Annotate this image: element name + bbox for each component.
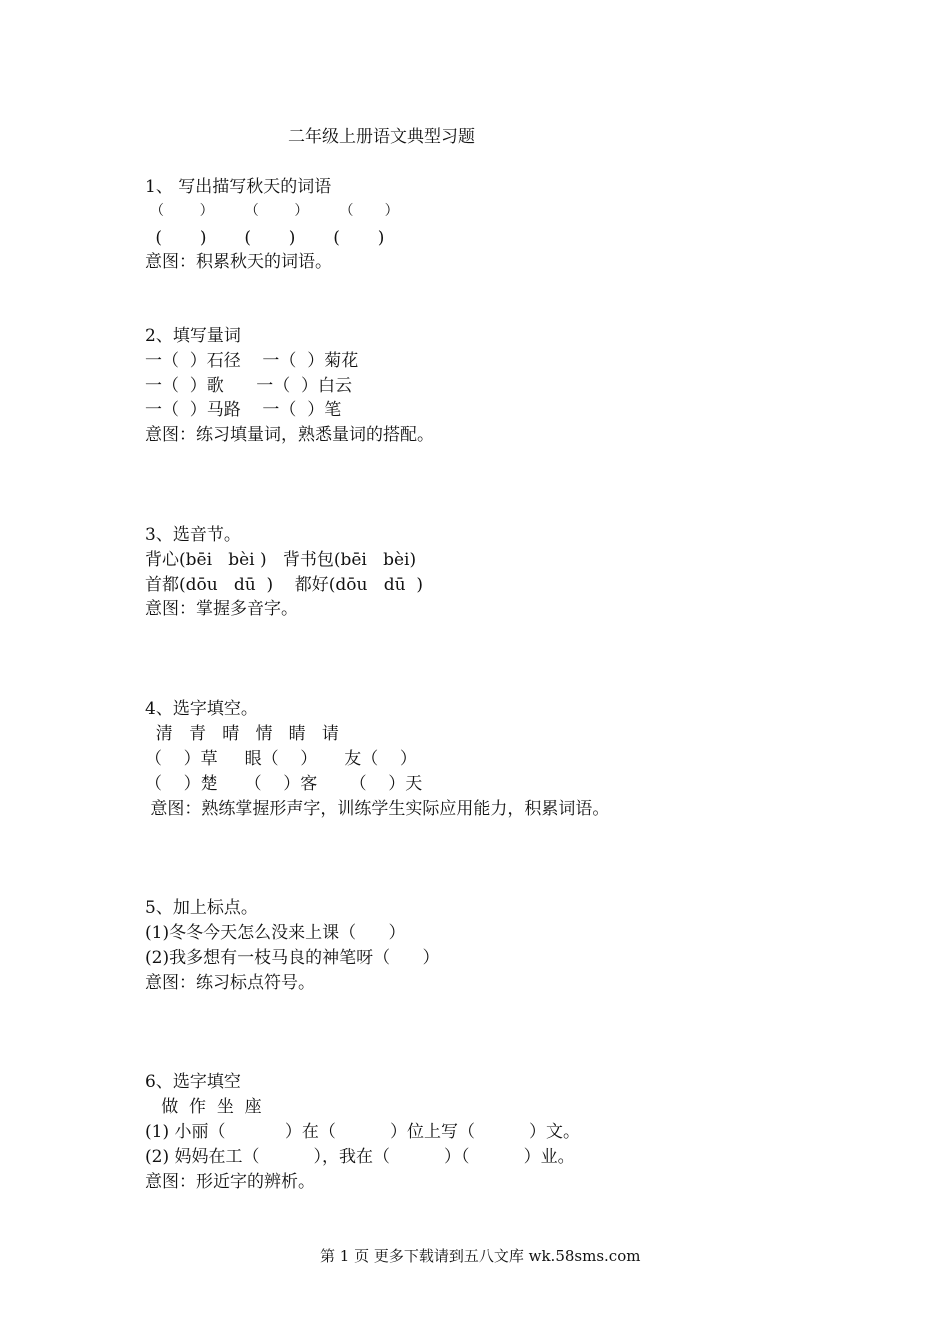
q6-character-choices: 做 作 坐 座	[145, 1097, 262, 1117]
q4-character-choices: 清 青 晴 情 睛 请	[145, 724, 339, 744]
q3-line-1: 背心(bēi bèi ) 背书包(bēi bèi)	[145, 550, 417, 570]
q5-intent: 意图：练习标点符号。	[145, 973, 315, 993]
q4-heading: 4、选字填空。	[145, 699, 258, 719]
q3-heading: 3、选音节。	[145, 525, 241, 545]
q6-line-2: (2) 妈妈在工（ ），我在（ ）（ ）业。	[145, 1147, 575, 1167]
q4-line-1: （ ）草 眼（ ） 友（ ）	[145, 749, 417, 769]
q2-heading: 2、填写量词	[145, 326, 241, 346]
page-title: 二年级上册语文典型习题	[288, 127, 475, 147]
q1-heading: 1、 写出描写秋天的词语	[145, 177, 332, 197]
q1-blanks-row-1: （ ） （ ） （ ）	[150, 203, 399, 219]
q3-intent: 意图：掌握多音字。	[145, 599, 298, 619]
q1-blanks-row-2: ( ) ( ) ( )	[150, 228, 385, 248]
q4-intent: 意图：熟练掌握形声字，训练学生实际应用能力，积累词语。	[145, 799, 610, 819]
page-footer: 第 1 页 更多下载请到五八文库 wk.58sms.com	[320, 1247, 641, 1265]
q2-line-3: 一（ ）马路 一（ ）笔	[145, 400, 342, 420]
q6-intent: 意图：形近字的辨析。	[145, 1172, 315, 1192]
q2-line-2: 一（ ）歌 一（ ）白云	[145, 376, 353, 396]
q2-line-1: 一（ ）石径 一（ ）菊花	[145, 351, 359, 371]
q6-line-1: (1) 小丽（ ）在（ ）位上写（ ）文。	[145, 1122, 581, 1142]
q3-line-2: 首都(dōu dū ) 都好(dōu dū )	[145, 575, 423, 595]
q4-line-2: （ ）楚 （ ）客 （ ）天	[145, 774, 423, 794]
q2-intent: 意图：练习填量词，熟悉量词的搭配。	[145, 425, 434, 445]
q6-heading: 6、选字填空	[145, 1072, 241, 1092]
q1-intent: 意图：积累秋天的词语。	[145, 252, 332, 272]
q5-heading: 5、加上标点。	[145, 898, 258, 918]
q5-line-2: (2)我多想有一枝马良的神笔呀（ ）	[145, 948, 440, 968]
q5-line-1: (1)冬冬今天怎么没来上课（ ）	[145, 923, 406, 943]
